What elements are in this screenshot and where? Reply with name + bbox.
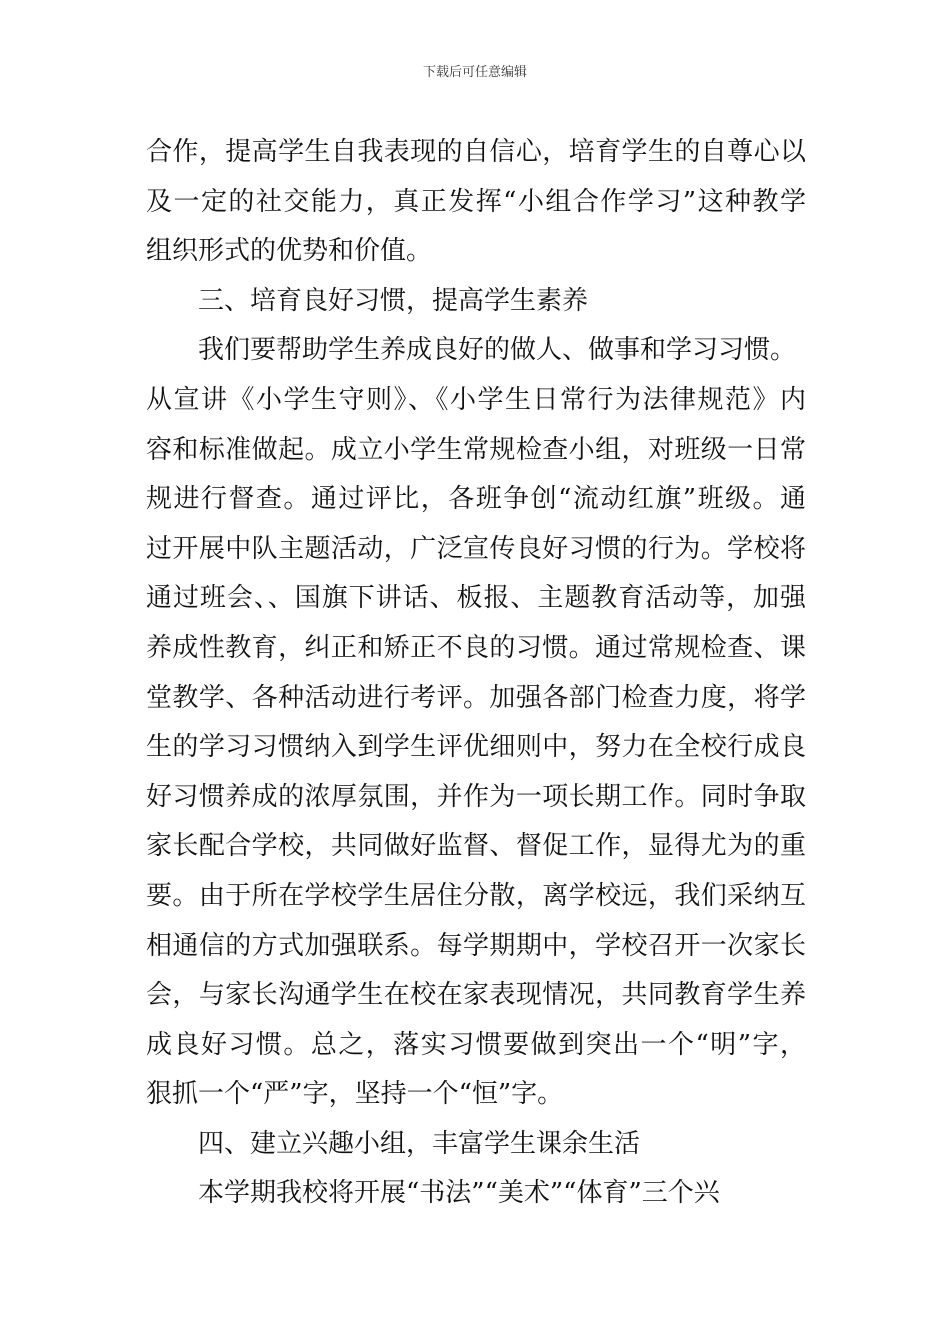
- section-heading: 三、培育良好习惯，提高学生素养: [198, 285, 589, 316]
- text-line: 通过班会、、国旗下讲话、板报、主题教育活动等，加强: [146, 583, 806, 614]
- text-line: 生的学习习惯纳入到学生评优细则中，努力在全校行成良: [146, 732, 806, 763]
- text-line: 家长配合学校，共同做好监督、督促工作，显得尤为的重: [146, 831, 806, 862]
- text-line: 过开展中队主题活动，广泛宣传良好习惯的行为。学校将: [146, 533, 806, 564]
- paragraph-first-line: 我们要帮助学生养成良好的做人、做事和学习习惯。: [198, 335, 797, 366]
- text-line: 堂教学、各种活动进行考评。加强各部门检查力度，将学: [146, 682, 806, 713]
- text-line: 及一定的社交能力，真正发挥“小组合作学习”这种教学: [146, 186, 806, 217]
- text-line: 狠抓一个“严”字，坚持一个“恒”字。: [146, 1079, 564, 1110]
- text-line: 容和标准做起。成立小学生常规检查小组，对班级一日常: [146, 434, 806, 465]
- text-line: 养成性教育，纠正和矫正不良的习惯。通过常规检查、课: [146, 632, 806, 663]
- paragraph-first-line: 本学期我校将开展“书法”“美术”“体育”三个兴: [198, 1178, 720, 1209]
- text-line: 好习惯养成的浓厚氛围，并作为一项长期工作。同时争取: [146, 781, 806, 812]
- document-body: [146, 128, 806, 1219]
- page-header-note: 下载后可任意编辑: [422, 65, 527, 80]
- text-line: 相通信的方式加强联系。每学期期中，学校召开一次家长: [146, 930, 806, 961]
- text-line: 会，与家长沟通学生在校在家表现情况，共同教育学生养: [146, 980, 806, 1011]
- text-line: 组织形式的优势和价值。: [146, 236, 433, 267]
- section-heading: 四、建立兴趣小组，丰富学生课余生活: [198, 1128, 641, 1159]
- text-line: 要。由于所在学校学生居住分散，离学校远，我们采纳互: [146, 880, 806, 911]
- text-line: 成良好习惯。总之，落实习惯要做到突出一个“明”字，: [146, 1029, 806, 1060]
- text-line: 从宣讲《小学生守则》、《小学生日常行为法律规范》内: [146, 384, 806, 415]
- text-line: 合作，提高学生自我表现的自信心，培育学生的自尊心以: [146, 137, 806, 167]
- text-line: 规进行督查。通过评比，各班争创“流动红旗”班级。通: [146, 484, 806, 515]
